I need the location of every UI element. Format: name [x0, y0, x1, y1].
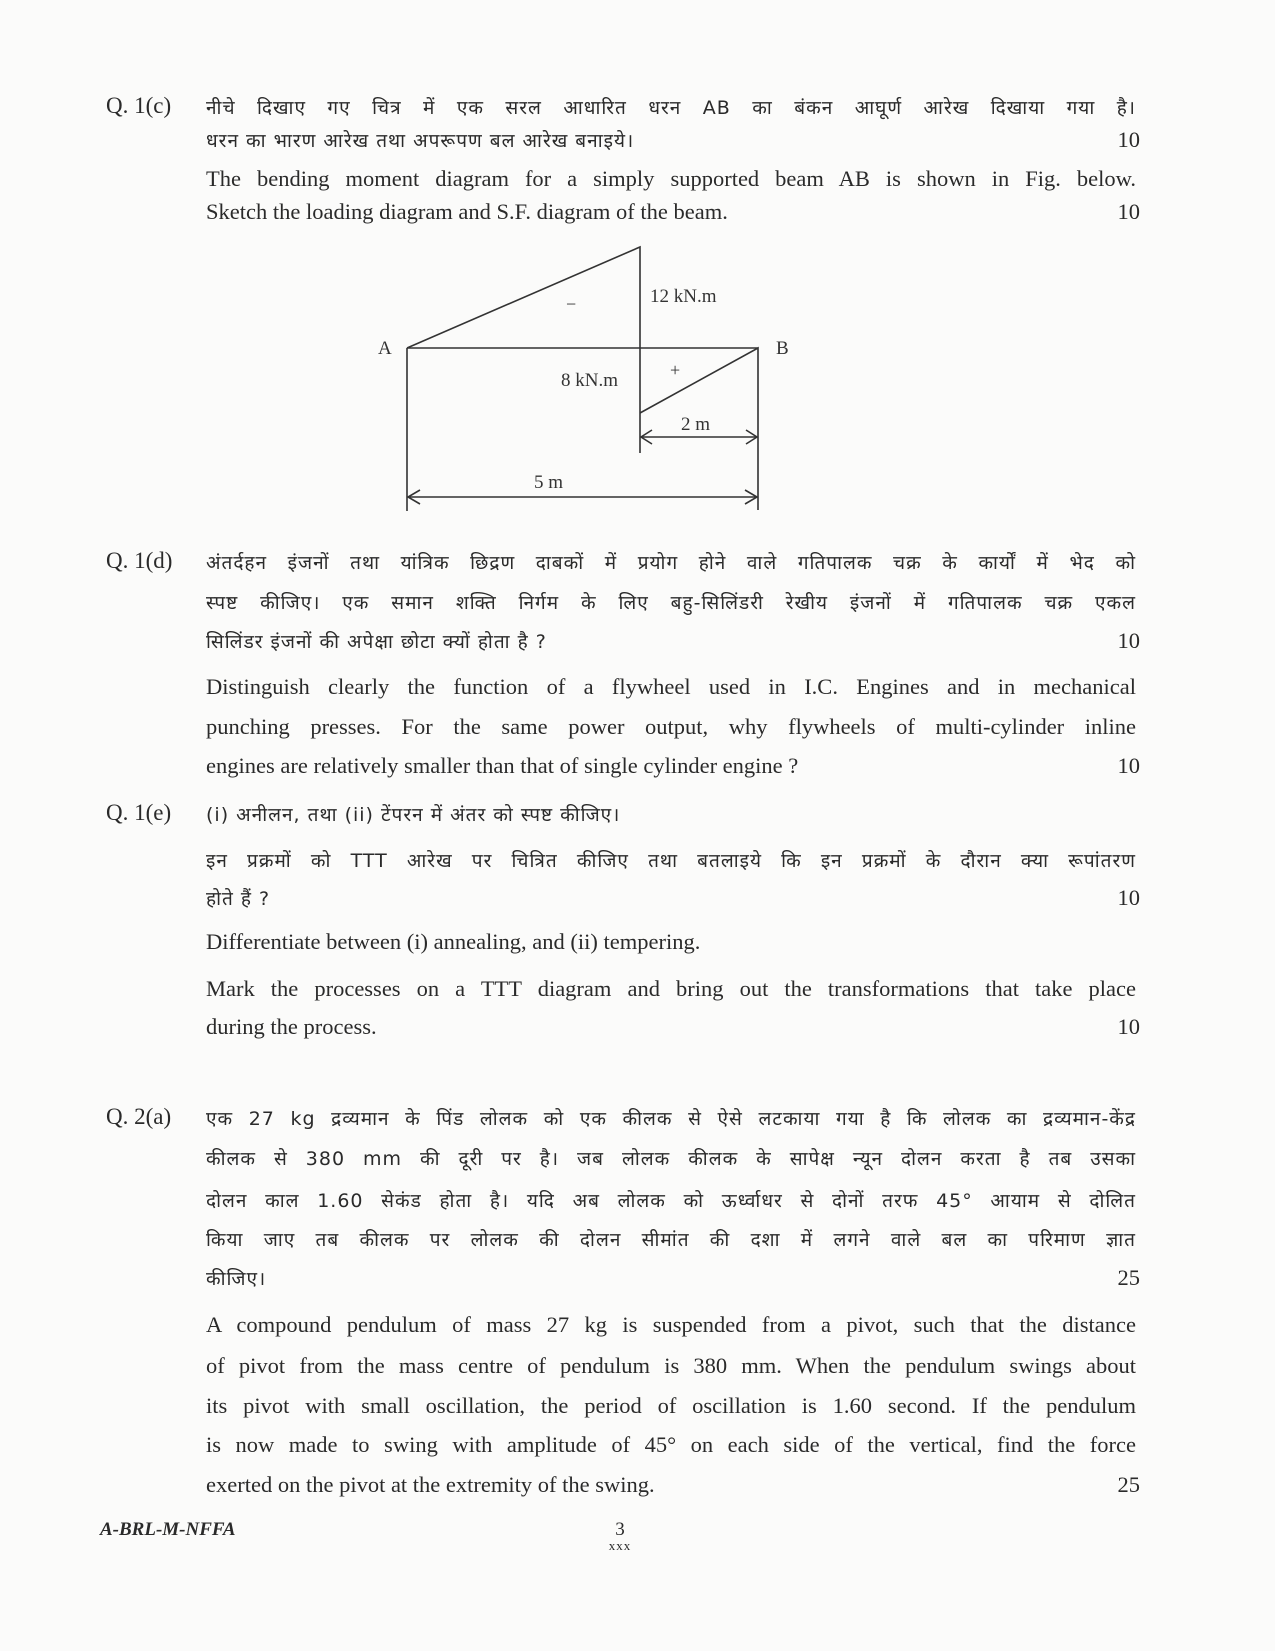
q1e-hindi-line-3: होते हैं ?: [206, 888, 271, 910]
q1c-marks-english: 10: [1117, 199, 1140, 224]
q1d-marks-hindi: 10: [1117, 628, 1140, 653]
q2a-english-line-5: exerted on the pivot at the extremity of the swing.: [206, 1472, 655, 1497]
q2a-english-line-4: is now made to swing with amplitude of 45° on each side of the vertical, find the force: [206, 1432, 1136, 1457]
q1c-hindi-line-1: नीचे दिखाए गए चित्र में एक सरल आधारित धरन AB का बंकन आघूर्ण आरेख दिखाया गया है।: [206, 97, 1136, 119]
q2a-hindi-line-3: दोलन काल 1.60 सेकंड होता है। यदि अब लोलक को ऊर्ध्वाधर से दोनों तरफ 45° आयाम से दोलित: [206, 1190, 1136, 1212]
sign-negative: −: [566, 294, 577, 314]
paper-code: A-BRL-M-NFFA: [100, 1519, 236, 1540]
label-2m: 2 m: [681, 414, 711, 435]
label-b: B: [776, 338, 789, 359]
q2a-marks-hindi: 25: [1117, 1265, 1140, 1290]
q1d-hindi-line-2: स्पष्ट कीजिए। एक समान शक्ति निर्गम के लिए बहु-सिलिंडरी रेखीय इंजनों में गतिपालक चक्र एकल: [206, 592, 1136, 614]
q1e-english-line-1: Differentiate between (i) annealing, and (ii) tempering.: [206, 929, 701, 954]
q1e-english-line-2: Mark the processes on a TTT diagram and bring out the transformations that take place: [206, 976, 1136, 1001]
q1e-english-line-3: during the process.: [206, 1014, 377, 1039]
question-number-2a: Q. 2(a): [106, 1104, 172, 1129]
q2a-hindi-line-1: एक 27 kg द्रव्यमान के पिंड लोलक को एक कीलक से ऐसे लटकाया गया है कि लोलक का द्रव्यमान-केंद्र: [206, 1108, 1136, 1130]
q2a-hindi-line-5: कीजिए।: [206, 1268, 267, 1290]
label-negative-moment: 12 kN.m: [650, 286, 717, 307]
q1d-english-line-1: Distinguish clearly the function of a flywheel used in I.C. Engines and in mechanical: [206, 674, 1136, 699]
q2a-english-line-2: of pivot from the mass centre of pendulum is 380 mm. When the pendulum swings about: [206, 1353, 1136, 1378]
q1c-hindi-line-2: धरन का भारण आरेख तथा अपरूपण बल आरेख बनाइये।: [206, 130, 635, 152]
q2a-english-line-1: A compound pendulum of mass 27 kg is suspended from a pivot, such that the distance: [206, 1312, 1136, 1337]
page-number: 3: [615, 1519, 625, 1540]
q2a-english-line-3: its pivot with small oscillation, the period of oscillation is 1.60 second. If the pendulum: [206, 1393, 1136, 1418]
q1c-english-line-1: The bending moment diagram for a simply supported beam AB is shown in Fig. below.: [206, 166, 1136, 191]
q2a-hindi-line-2: कीलक से 380 mm की दूरी पर है। जब लोलक कीलक के सापेक्ष न्यून दोलन करता है तब उसका: [206, 1148, 1136, 1170]
bending-moment-diagram: [0, 0, 1275, 560]
label-positive-moment: 8 kN.m: [561, 370, 618, 391]
q1e-hindi-line-2: इन प्रक्रमों को TTT आरेख पर चित्रित कीजिए तथा बतलाइये कि इन प्रक्रमों के दौरान क्या रूपांतरण: [206, 850, 1136, 872]
q1d-marks-english: 10: [1117, 753, 1140, 778]
q1d-english-line-3: engines are relatively smaller than that of single cylinder engine ?: [206, 753, 799, 778]
question-number-1c: Q. 1(c): [106, 93, 172, 118]
q1c-english-line-2: Sketch the loading diagram and S.F. diagram of the beam.: [206, 199, 728, 224]
question-number-1d: Q. 1(d): [106, 548, 173, 573]
q1e-marks-english: 10: [1117, 1014, 1140, 1039]
negative-moment-region: [407, 247, 640, 453]
q1e-marks-hindi: 10: [1117, 885, 1140, 910]
q1d-english-line-2: punching presses. For the same power output, why flywheels of multi-cylinder inline: [206, 714, 1136, 739]
q2a-hindi-line-4: किया जाए तब कीलक पर लोलक की दोलन सीमांत की दशा में लगने वाले बल का परिमाण ज्ञात: [206, 1229, 1136, 1251]
q1d-hindi-line-1: अंतर्दहन इंजनों तथा यांत्रिक छिद्रण दाबकों में प्रयोग होने वाले गतिपालक चक्र के कार्यों में भेद को: [206, 552, 1136, 574]
question-number-1e: Q. 1(e): [106, 800, 172, 825]
sign-positive: +: [670, 360, 681, 380]
label-a: A: [378, 338, 392, 359]
page-mark: xxx: [608, 1538, 632, 1553]
q1d-hindi-line-3: सिलिंडर इंजनों की अपेक्षा छोटा क्यों होता है ?: [206, 631, 547, 653]
q1e-hindi-line-1: (i) अनीलन, तथा (ii) टेंपरन में अंतर को स्पष्ट कीजिए।: [206, 804, 621, 826]
label-5m: 5 m: [534, 472, 564, 493]
q2a-marks-english: 25: [1117, 1472, 1140, 1497]
q1c-marks-hindi: 10: [1117, 127, 1140, 152]
